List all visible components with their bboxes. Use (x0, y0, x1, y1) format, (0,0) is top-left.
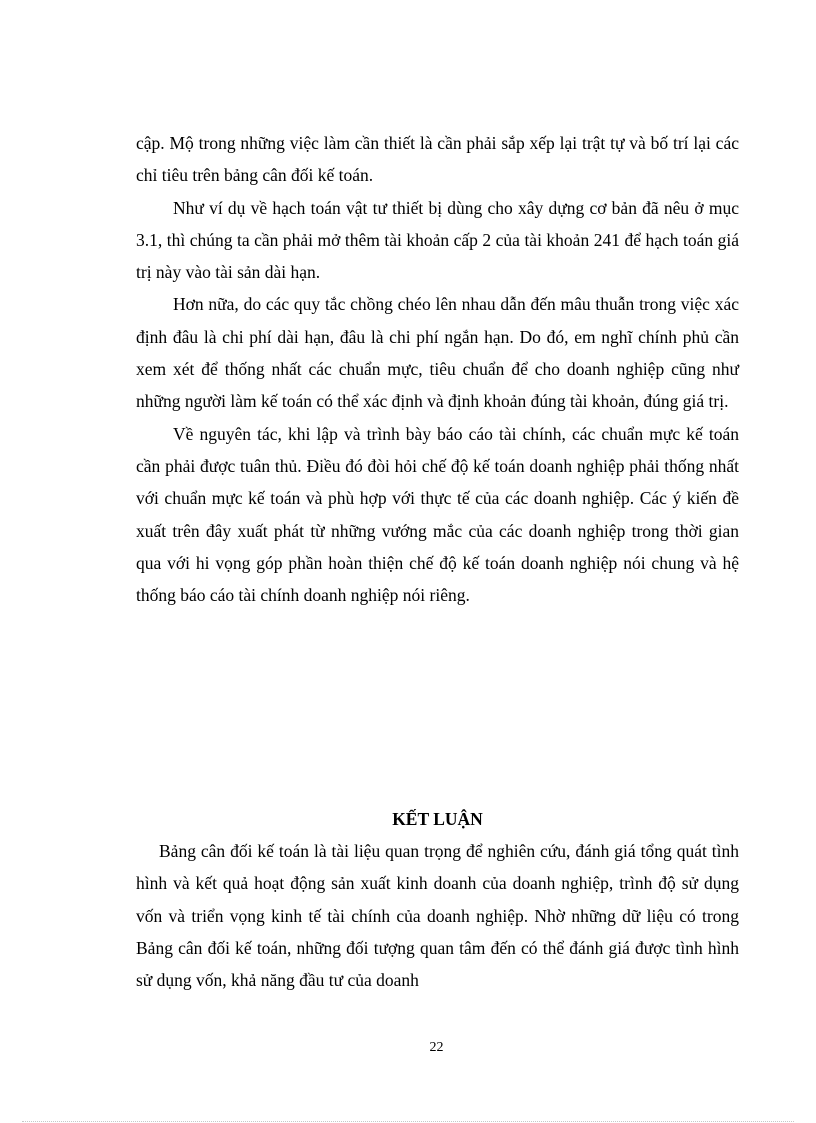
conclusion-paragraph: Bảng cân đối kế toán là tài liệu quan trọng để nghiên cứu, đánh giá tổng quát tình hình và kết quả hoạt động sản xuất kinh doanh của doanh nghiệp, trình độ sử dụng vốn và triển vọng kinh tế tài chính của doanh nghiệp. Nhờ những dữ liệu có trong Bảng cân đối kế toán, những đối tượng quan tâm đến có thể đánh giá được tình hình sử dụng vốn, khả năng đầu tư của doanh (136, 841, 739, 991)
page-number: 22 (429, 1040, 444, 1055)
paragraph-4: Về nguyên tác, khi lập và trình bày báo cáo tài chính, các chuẩn mực kế toán cần phải được tuân thủ. Điều đó đòi hỏi chế độ kế toán doanh nghiệp phải thống nhất với chuẩn mực kế toán và phù hợp với thực tế của các doanh nghiệp. Các ý kiến đề xuất trên đây xuất phát từ những vướng mắc của các doanh nghiệp trong thời gian qua với hi vọng góp phần hoàn thiện chế độ kế toán doanh nghiệp nói chung và hệ thống báo cáo tài chính doanh nghiệp nói riêng. (136, 423, 739, 606)
conclusion-text (136, 835, 739, 996)
conclusion-heading: KẾT LUẬN (392, 809, 483, 829)
paragraph-3: Hơn nữa, do các quy tắc chồng chéo lên nhau dẫn đến mâu thuẫn trong việc xác định đâu là chi phí dài hạn, đâu là chi phí ngắn hạn. Do đó, em nghĩ chính phủ cần xem xét để thống nhất các chuẩn mực, tiêu chuẩn để cho doanh nghiệp cũng như những người làm kế toán có thể xác định và định khoản đúng tài khoản, đúng giá trị. (136, 294, 739, 412)
body-text (136, 127, 739, 611)
page-bottom-divider (22, 1121, 794, 1122)
paragraph-2: Như ví dụ về hạch toán vật tư thiết bị dùng cho xây dựng cơ bản đã nêu ở mục 3.1, thì chúng ta cần phải mở thêm tài khoản cấp 2 của tài khoản 241 để hạch toán giá trị này vào tài sản dài hạn. (136, 197, 739, 283)
paragraph-1: cập. Mộ trong những việc làm cần thiết là cần phải sắp xếp lại trật tự và bố trí lại các chỉ tiêu trên bảng cân đối kế toán. (136, 133, 739, 186)
